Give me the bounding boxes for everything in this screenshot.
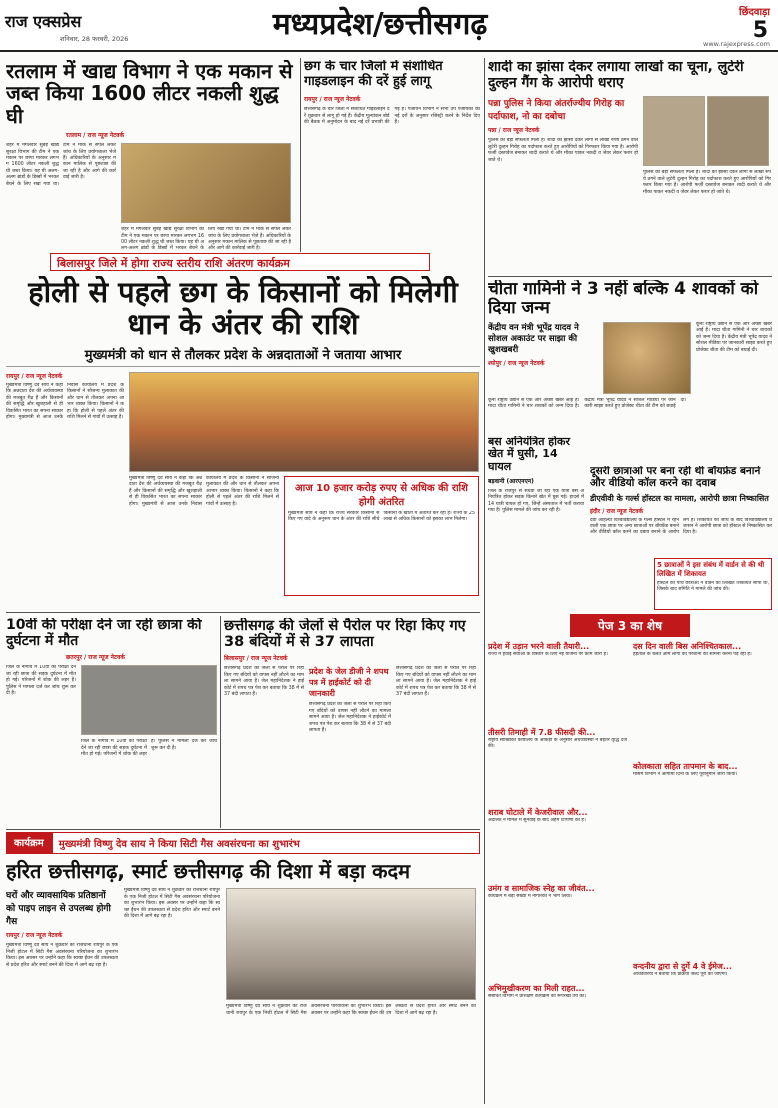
continued-label: पेज 3 का शेष — [570, 614, 690, 637]
cont-item: अभिमुखीकरण का मिली राहत... संबंधित विभाग ने प्रशिक्षण कार्यक्रम की रूपरेखा तय की। — [488, 984, 587, 999]
edition-city: छिंदवाड़ा — [739, 7, 770, 18]
byline: बड़वानी (आरएनएन) — [488, 477, 534, 485]
byline: इंदौर / राज न्यूज नेटवर्क — [590, 507, 644, 515]
headline: छग के चार जिलों में संशोधित गाइडलाइन की दरें हुई लागू — [304, 60, 443, 89]
cont-item: तीसरी तिमाही में 7.8 फीसदी की... राष्ट्रीय सांख्यिकी कार्यालय के आंकड़ों के अनुसार अर्थव्यवस्था ने बेहतर वृद्धि दर्ज की। — [488, 728, 627, 750]
divider — [6, 829, 480, 830]
headline: हरित छत्तीसगढ़, स्मार्ट छत्तीसगढ़ की दिशा में बड़ा कदम — [6, 859, 411, 883]
headline: 10वीं की परीक्षा देने जा रही छात्रा की दुर्घटना में मौत — [6, 618, 202, 649]
article-body-cont: मुख्यमंत्री विष्णु देव साय ने कहा कि अन्नदाता देश की अर्थव्यवस्था की मजबूत रीढ़ हैं और किसानों की समृद्धि और खुशहाली से ही विकसित भारत का सपना साकार होगा। मुख्यमंत्री से आज उनके निवास कार्यालय में प्रदेश के किसानों ने सौजन्य मुलाकात की और धान से तौलकर अपना आभार व्यक्त किया। किसानों ने कहा कि होली से पहले अंतर की राशि मिलने से गांवों में उत्साह है। — [129, 475, 279, 507]
article-body: छत्तीसगढ़ प्रदेश की जेलों से पैरोल पर रिहा किए गए बंदियों को वापस नहीं लौटने का मामला सामने आया है। जेल महानिदेशक ने हाईकोर्ट में शपथ पत्र पेश कर बताया कि 38 में से 37 बंदी लापता हैं। — [224, 666, 304, 698]
article-body: जिले के राजपुर से सेंधवा जा रही एक यात्री बस अनियंत्रित होकर सड़क किनारे खेत में घुस गई। हादसे में 14 यात्री घायल हो गए, जिन्हें अस्पताल में भर्ती कराया गया है। पुलिस मामले की जांच कर रही है। — [488, 488, 584, 514]
cont-item: प्रदेश में उड़ान भरने वाली तैयारी... राज्य में हवाई सेवाओं के विस्तार के लिए नई योजना पर काम जारी है। — [488, 642, 608, 657]
divider — [220, 616, 221, 828]
subhead: पन्ना पुलिस ने किया अंतर्राज्यीय गिरोह का पर्दाफाश, नो का दबोचा — [488, 99, 625, 123]
page-header — [0, 0, 778, 52]
story-parole — [224, 618, 480, 828]
box-body: हॉस्टल की पांच छात्राओं ने वार्डन को लिखित शिकायत सौंपी थी, जिसके बाद समिति ने मामले की जांच की। — [657, 581, 769, 593]
story-cheetah — [488, 280, 772, 430]
article-body: देवी अहिल्या विश्वविद्यालय के गर्ल्स हॉस्टल में रहने वाली एक छात्रा पर अन्य छात्राओं पर बॉयफ्रेंड बनाने और वीडियो कॉल करने का दबाव बनाने के आरोप लगे हैं। शिकायत की जांच के बाद विश्वविद्यालय प्रशासन ने आरोपी छात्रा को हॉस्टल से निष्कासित कर दिया है। — [590, 517, 772, 536]
byline: छतरपुर / राज न्यूज नेटवर्क — [66, 654, 125, 662]
subhead: डीएवीवी के गर्ल्स हॉस्टल का मामला, आरोपी छात्रा निष्कासित — [590, 493, 769, 503]
divider — [6, 612, 480, 613]
headline: शादी का झांसा देकर लगाया लाखों का चूना, लुटेरी दुल्हन गैंग के आरोपी धराए — [488, 60, 744, 91]
cont-item: दस दिन वाली बिस अनिश्चितकाल... हड़ताल के चलते आम लोगों को परेशानी का सामना करना पड़ रहा है। — [633, 642, 752, 657]
article-body-cont: मुख्यमंत्री विष्णु देव साय ने शुक्रवार को राजधानी रायपुर के एक निजी होटल में सिटी गैस अवसंरचना परियोजना का शुभारंभ किया। इस अवसर पर उन्होंने कहा कि स्वच्छ ईंधन की उपलब्धता से प्रदेश हरित और स्मार्ट बनने की दिशा में आगे बढ़ रहा है। — [124, 888, 220, 920]
accused-photo-1 — [643, 96, 705, 166]
box-body: मुख्यमंत्री साय ने कहा कि राज्य सरकार किसानों से किए गए वादे के अनुरूप धान के अंतर की राशि सीधे किसानों के खातों में अंतरित कर रही है। राज्य के 25 लाख से अधिक किसानों को इसका लाभ मिलेगा। — [288, 510, 475, 523]
article-body: शहर में मंगलवार सुबह खाद्य सुरक्षा विभाग की टीम ने एक मकान पर छापा मारकर लगभग 1600 लीटर नकली शुद्ध घी जब्त किया। यह घी अलग-अलग ब्रांडों के डिब्बों में भरकर बेचने के लिए रखा गया था। टीम ने मौके से सैंपल लेकर जांच के लिए प्रयोगशाला भेजे हैं। अधिकारियों के अनुसार मकान मालिक से पूछताछ की जा रही है और आगे की कार्रवाई जारी है। — [6, 143, 116, 187]
article-body-cont2: छत्तीसगढ़ प्रदेश की जेलों से पैरोल पर रिहा किए गए बंदियों को वापस नहीं लौटने का मामला सामने आया है। जेल महानिदेशक ने हाईकोर्ट में शपथ पत्र पेश कर बताया कि 38 में से 37 बंदी लापता हैं। — [396, 666, 476, 698]
story-bus-accident — [488, 436, 584, 608]
ghee-photo — [121, 143, 291, 223]
band-title: मुख्यमंत्री विष्णु देव साय ने किया सिटी गैस अवसंरचना का शुभारंभ — [52, 832, 480, 854]
article-body-cont: छत्तीसगढ़ प्रदेश की जेलों से पैरोल पर रिहा किए गए बंदियों को वापस नहीं लौटने का मामला सामने आया है। जेल महानिदेशक ने हाईकोर्ट में शपथ पत्र पेश कर बताया कि 38 में से 37 बंदी लापता हैं। — [309, 702, 391, 734]
article-body: कूनो राष्ट्रीय उद्यान से एक और अच्छी खबर आई है। मादा चीता गामिनी ने चार शावकों को जन्म दिया है। केंद्रीय मंत्री भूपेंद्र यादव ने सोशल मीडिया पर जानकारी साझा करते हुए प्रोजेक्ट चीता की टीम को बधाई दी। — [696, 322, 772, 353]
masthead: राज एक्सप्रेस — [5, 12, 82, 31]
page3-continuations — [488, 614, 772, 1104]
article-body: छत्तीसगढ़ के चार जिलों में संशोधित गाइडलाइन दरें शुक्रवार से लागू हो गई हैं। केंद्रीय मूल्यांकन बोर्ड की बैठक में अनुमोदन के बाद नई दरें प्रभावी की गई हैं। पंजीयन विभाग ने सभी उप पंजीयकों को नई दरों के अनुसार रजिस्ट्री करने के निर्देश दिए हैं। — [304, 107, 480, 125]
box-title: 5 छात्राओं ने इस संबंध में वार्डन से की थी लिखित में शिकायत — [657, 561, 765, 578]
divider — [488, 276, 772, 277]
amount-box — [284, 476, 479, 596]
section-title: मध्यप्रदेश/छत्तीसगढ़ — [272, 7, 488, 42]
byline: बिलासपुर / राज न्यूज नेटवर्क — [224, 655, 288, 663]
article-body-cont: पुलिस को बड़ी सफलता मिली है। शादी का झांसा देकर लोगों से लाखों रुपये ठगने वाले लुटेरी दुल्हन गिरोह का पर्दाफाश करते हुए आरोपियों को गिरफ्तार किया गया है। आरोपी फर्जी दस्तावेज बनाकर शादी कराते थे और मौका पाकर नकदी व जेवर लेकर फरार हो जाते थे। — [643, 170, 771, 195]
box-title: आज 10 हजार करोड़ रुपए से अधिक की राशि होगी अंतरित — [295, 482, 468, 508]
article-body-cont: कूनो राष्ट्रीय उद्यान से एक और अच्छी खबर आई है। मादा चीता गामिनी ने चार शावकों को जन्म दिया है। केंद्रीय मंत्री भूपेंद्र यादव ने सोशल मीडिया पर जानकारी साझा करते हुए प्रोजेक्ट चीता की टीम को बधाई दी। — [488, 398, 687, 410]
cont-item: कोलकाता सहित तापमान के बाद... मौसम विभाग ने आगामी दिनों के लिए पूर्वानुमान जारी किया। — [633, 762, 738, 777]
cm-farmers-photo — [129, 372, 479, 472]
article-body-cont: शहर में मंगलवार सुबह खाद्य सुरक्षा विभाग की टीम ने एक मकान पर छापा मारकर लगभग 1600 लीटर नकली शुद्ध घी जब्त किया। यह घी अलग-अलग ब्रांडों के डिब्बों में भरकर बेचने के लिए रखा गया था। टीम ने मौके से सैंपल लेकर जांच के लिए प्रयोगशाला भेजे हैं। अधिकारियों के अनुसार मकान मालिक से पूछताछ की जा रही है और आगे की कार्रवाई जारी है। — [121, 227, 291, 252]
page-number: 5 — [752, 18, 768, 43]
story-lead-farmers — [6, 276, 480, 611]
story-student-death — [6, 618, 218, 828]
divider — [484, 58, 485, 1104]
article-body-cont: जिले के नौगांव में 10वीं की परीक्षा देने जा रही छात्रा की सड़क दुर्घटना में मौत हो गई। परिजनों में शोक की लहर है। पुलिस ने मामला दर्ज कर जांच शुरू कर दी है। — [81, 739, 217, 758]
subhead: केंद्रीय वन मंत्री भूपेंद्र यादव ने सोशल अकाउंट पर साझा की खुशखबरी — [488, 323, 579, 356]
headline: बस अनियंत्रित होकर खेत में घुसी, 14 घायल — [488, 436, 570, 473]
event-label: कार्यक्रम — [6, 832, 52, 854]
subhead: मुख्यमंत्री को धान से तौलकर प्रदेश के अन्नदाताओं ने जताया आभार — [6, 345, 480, 367]
headline: चीता गामिनी ने 3 नहीं बल्कि 4 शावकों को दिया जन्म — [488, 280, 759, 319]
headline: होली से पहले छग के किसानों को मिलेगी धान के अंतर की राशि — [28, 276, 458, 342]
accused-photo-2 — [707, 96, 769, 166]
byline: श्योपुर / राज न्यूज नेटवर्क — [488, 360, 545, 368]
byline: रायपुर / राज न्यूज नेटवर्क — [6, 372, 63, 380]
cont-item: उमंग व सामाजिक स्नेह का जीवंत... कार्यक्रम में बड़ी संख्या में नागरिकों ने भाग लिया। — [488, 884, 595, 899]
byline: रतलाम / राज न्यूज नेटवर्क — [66, 132, 125, 140]
cheetah-photo — [603, 322, 691, 394]
story-bride-gang — [488, 60, 772, 275]
byline: रायपुर / राज न्यूज नेटवर्क — [6, 932, 63, 940]
event-label: बिलासपुर जिले में होगा राज्य स्तरीय राशि अंतरण कार्यक्रम — [50, 253, 430, 271]
side-title: घरों और व्यावसायिक प्रतिष्ठानों को पाइप लाइन से उपलब्ध होगी गैस — [6, 891, 111, 928]
article-body: जिले के नौगांव में 10वीं की परीक्षा देने जा रही छात्रा की सड़क दुर्घटना में मौत हो गई। परिजनों में शोक की लहर है। पुलिस ने मामला दर्ज कर जांच शुरू कर दी है। — [6, 665, 76, 696]
article-body: पुलिस को बड़ी सफलता मिली है। शादी का झांसा देकर लोगों से लाखों रुपये ठगने वाले लुटेरी दुल्हन गिरोह का पर्दाफाश करते हुए आरोपियों को गिरफ्तार किया गया है। आरोपी फर्जी दस्तावेज बनाकर शादी कराते थे और मौका पाकर नकदी व जेवर लेकर फरार हो जाते थे। — [488, 138, 638, 163]
complaint-box — [654, 558, 772, 610]
issue-date: शनिवार, 28 फरवरी, 2026 — [60, 35, 129, 43]
article-body-cont2: मुख्यमंत्री विष्णु देव साय ने शुक्रवार को राजधानी रायपुर के एक निजी होटल में सिटी गैस अवसंरचना परियोजना का शुभारंभ किया। इस अवसर पर उन्होंने कहा कि स्वच्छ ईंधन की उपलब्धता से प्रदेश हरित और स्मार्ट बनने की दिशा में आगे बढ़ रहा है। — [226, 1004, 476, 1016]
story-city-gas — [6, 832, 480, 1104]
subhead: प्रदेश के जेल डीजी ने शपथ पत्र में हाईकोर्ट को दी जानकारी — [309, 667, 389, 699]
cont-item: वन्दनीय द्वारा से दुर्गे 4 वे ईमेज... अधिकारियों ने बताया कि प्रक्रिया जल्द पूरी की जाएगी। — [633, 962, 732, 977]
cont-item: शराब घोटाले में केजरीवाल और... अदालत ने मामले में सुनवाई के बाद अहम टिप्पणी की है। — [488, 808, 588, 823]
divider — [300, 58, 301, 252]
headline: दूसरी छात्राओं पर बना रही थी बॉयफ्रेंड बनाने और वीडियो कॉल करने का दवाब — [590, 466, 761, 489]
byline: रायपुर / राज न्यूज नेटवर्क — [304, 96, 361, 104]
website: www.rajexpress.com — [703, 40, 770, 48]
headline: रतलाम में खाद्य विभाग ने एक मकान से जब्त किया 1600 लीटर नकली शुद्ध घी — [6, 60, 293, 128]
article-body: मुख्यमंत्री विष्णु देव साय ने शुक्रवार को राजधानी रायपुर के एक निजी होटल में सिटी गैस अवसंरचना परियोजना का शुभारंभ किया। इस अवसर पर उन्होंने कहा कि स्वच्छ ईंधन की उपलब्धता से प्रदेश हरित और स्मार्ट बनने की दिशा में आगे बढ़ रहा है। — [6, 943, 118, 968]
accident-photo — [81, 665, 217, 735]
inauguration-photo — [226, 888, 476, 1000]
byline: पन्ना / राज न्यूज नेटवर्क — [488, 127, 540, 135]
article-body: मुख्यमंत्री विष्णु देव साय ने कहा कि अन्नदाता देश की अर्थव्यवस्था की मजबूत रीढ़ हैं और किसानों की समृद्धि और खुशहाली से ही विकसित भारत का सपना साकार होगा। मुख्यमंत्री से आज उनके निवास कार्यालय में प्रदेश के किसानों ने सौजन्य मुलाकात की और धान से तौलकर अपना आभार व्यक्त किया। किसानों ने कहा कि होली से पहले अंतर की राशि मिलने से गांवों में उत्साह है। — [6, 382, 124, 420]
headline: छत्तीसगढ़ की जेलों से पैरोल पर रिहा किए गए 38 बंदियों में से 37 लापता — [224, 618, 466, 651]
